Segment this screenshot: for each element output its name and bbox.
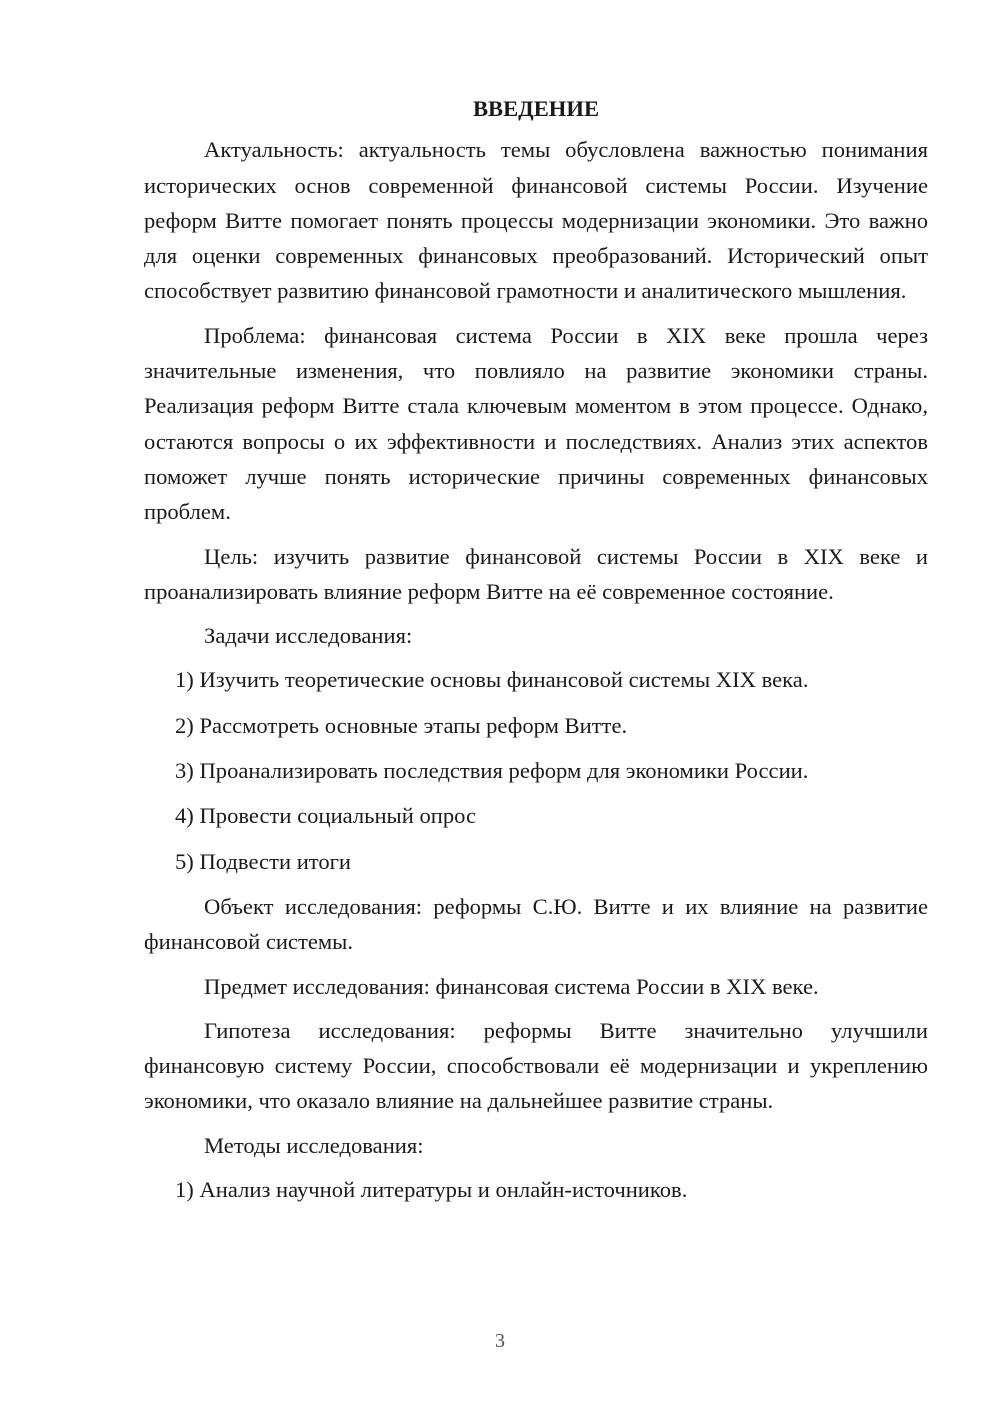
relevance-paragraph: Актуальность: актуальность темы обусловлена важностью понимания исторических основ современной финансовой системы России. Изучение реформ Витте помогает понять процессы модернизации экономики. Это важно для оценки современных финансовых преобразований. Исторический опыт способствует развитию финансовой грамотности и аналитического мышления. — [144, 137, 928, 304]
tasks-heading: Задачи исследования: — [204, 623, 413, 649]
goal-paragraph: Цель: изучить развитие финансовой системы России в XIX веке и проанализировать влияние реформ Витте на её современное состояние. — [144, 543, 928, 604]
subject-paragraph: Предмет исследования: финансовая система России в XIX веке. — [204, 973, 819, 999]
object-paragraph: Объект исследования: реформы С.Ю. Витте и их влияние на развитие финансовой системы. — [144, 893, 928, 955]
method-item-1: 1) Анализ научной литературы и онлайн-источников. — [175, 1177, 688, 1203]
methods-heading: Методы исследования: — [204, 1132, 424, 1158]
task-item-4: 4) Провести социальный опрос — [175, 803, 477, 829]
page-title: ВВЕДЕНИЕ — [472, 96, 600, 121]
task-item-2: 2) Рассмотреть основные этапы реформ Витте. — [175, 712, 628, 738]
page-content — [144, 91, 928, 1217]
page-number: 3 — [495, 1330, 505, 1352]
task-item-3: 3) Проанализировать последствия реформ для экономики России. — [175, 758, 809, 784]
task-item-5: 5) Подвести итоги — [175, 848, 352, 874]
problem-paragraph: Проблема: финансовая система России в XIX веке прошла через значительные изменения, что повлияло на развитие экономики страны. Реализация реформ Витте стала ключевым моментом в этом процессе. Однако, остаются вопросы о их эффективности и последствиях. Анализ этих аспектов поможет лучше понять исторические причины современных финансовых проблем. — [144, 322, 928, 525]
hypothesis-paragraph: Гипотеза исследования: реформы Витте значительно улучшили финансовую систему России, способствовали её модернизации и укреплению экономики, что оказало влияние на дальнейшее развитие страны. — [144, 1017, 928, 1114]
task-item-1: 1) Изучить теоретические основы финансовой системы XIX века. — [175, 667, 809, 693]
